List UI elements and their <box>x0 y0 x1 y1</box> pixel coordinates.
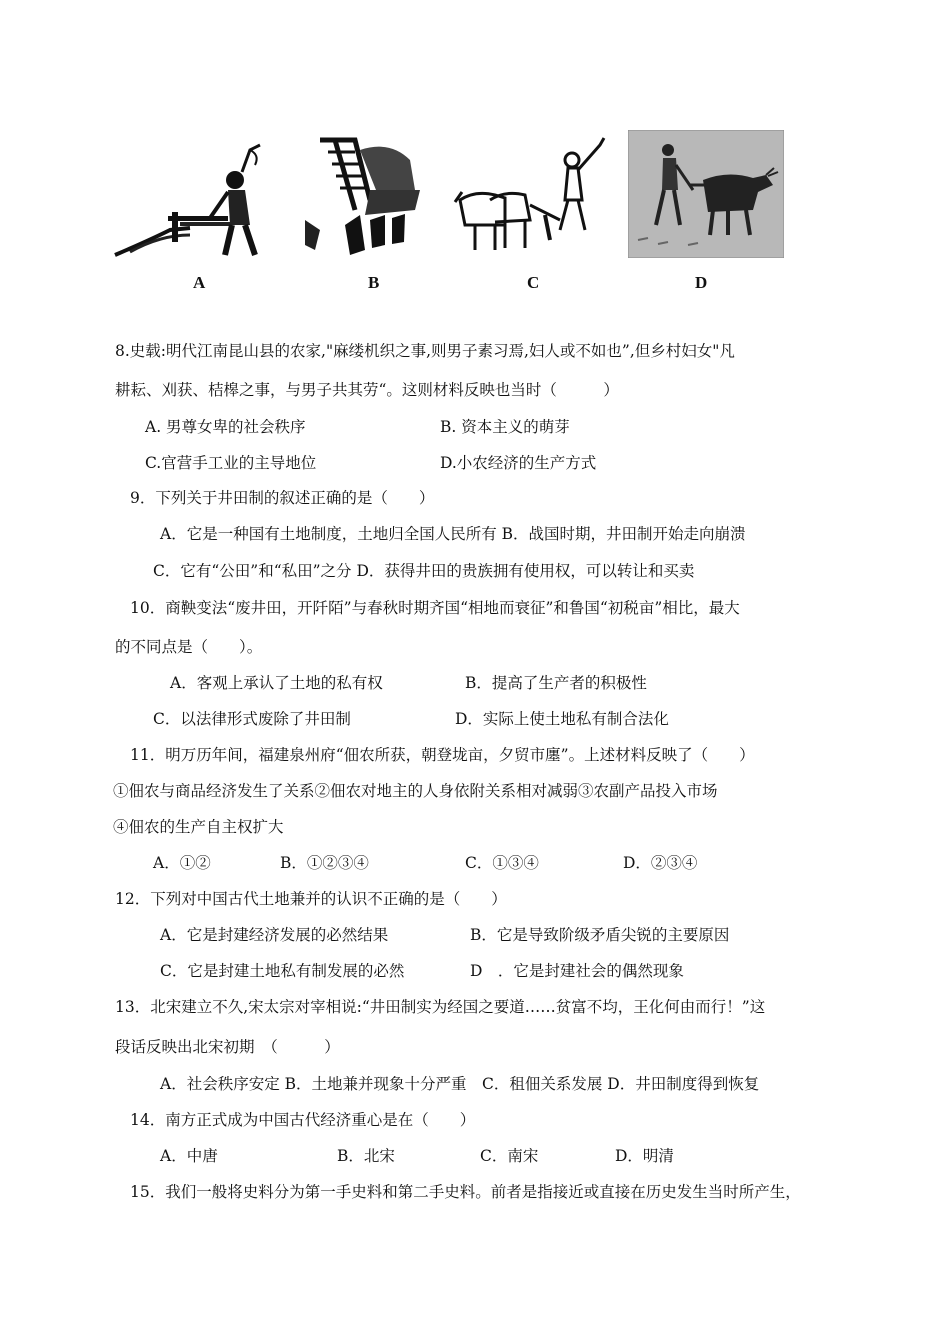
q14-stem: 14．南方正式成为中国古代经济重心是在（ ） <box>130 1111 476 1129</box>
q13-stem-line2: 段话反映出北宋初期 （ ） <box>115 1038 340 1056</box>
q8-option-a: A. 男尊女卑的社会秩序 <box>145 418 306 436</box>
q8-option-d: D.小农经济的生产方式 <box>440 454 597 472</box>
q13-options: A．社会秩序安定 B．土地兼并现象十分严重 C．租佃关系发展 D．井田制度得到恢复 <box>160 1075 760 1093</box>
q11-option-d: D．②③④ <box>623 854 698 872</box>
q10-option-a: A．客观上承认了土地的私有权 <box>170 674 383 692</box>
q11-option-a: A．①② <box>153 854 211 872</box>
figure-b-plough-image <box>300 130 430 260</box>
q12-option-c: C．它是封建土地私有制发展的必然 <box>160 962 405 980</box>
q15-stem-line1: 15．我们一般将史料分为第一手史料和第二手史料。前者是指接近或直接在历史发生当时所产生， <box>130 1183 801 1201</box>
q8-stem-line2: 耕耘、刈获、桔槔之事，与男子共其劳“。这则材料反映也当时（ ） <box>115 381 619 399</box>
q11-option-b: B．①②③④ <box>280 854 369 872</box>
plough-figures <box>110 130 800 300</box>
q10-option-d: D．实际上使土地私有制合法化 <box>455 710 669 728</box>
q8-stem-line1: 8.史载:明代江南昆山县的农家,"麻缕机织之事,则男子素习焉,妇人或不如也”,但乡村妇女"凡 <box>115 342 735 360</box>
q14-option-b: B．北宋 <box>337 1147 395 1165</box>
q13-stem-line1: 13．北宋建立不久,宋太宗对宰相说:“井田制实为经国之要道……贫富不均，王化何由而行！”这 <box>115 998 766 1016</box>
q11-option-c: C．①③④ <box>465 854 539 872</box>
figure-a-label: A <box>193 273 206 292</box>
q12-stem: 12．下列对中国古代土地兼并的认识不正确的是（ ） <box>115 890 507 908</box>
q10-option-b: B．提高了生产者的积极性 <box>465 674 647 692</box>
figure-a-plough-image <box>110 130 280 260</box>
q9-stem: 9．下列关于井田制的叙述正确的是（ ） <box>130 489 435 507</box>
q9-options-cd: C．它有“公田”和“私田”之分 D．获得井田的贵族拥有使用权，可以转让和买卖 <box>153 562 695 580</box>
q14-option-a: A．中唐 <box>160 1147 218 1165</box>
q8-option-c: C.官营手工业的主导地位 <box>145 454 317 472</box>
q10-stem-line1: 10．商鞅变法“废井田，开阡陌”与春秋时期齐国“相地而衰征”和鲁国“初税亩”相比，最大 <box>130 599 740 617</box>
q14-option-c: C．南宋 <box>480 1147 539 1165</box>
q12-option-d: D ．它是封建社会的偶然现象 <box>470 962 684 980</box>
q9-options-ab: A．它是一种国有土地制度，土地归全国人民所有 B．战国时期，井田制开始走向崩溃 <box>160 525 746 543</box>
figure-c-plough-image <box>450 130 610 260</box>
q11-item-line2: ④佃农的生产自主权扩大 <box>113 818 284 836</box>
q12-option-a: A．它是封建经济发展的必然结果 <box>160 926 389 944</box>
q11-item-line1: ①佃农与商品经济发生了关系②佃农对地主的人身依附关系相对减弱③农副产品投入市场 <box>113 782 718 800</box>
figure-d-plough-image <box>628 130 784 258</box>
q11-stem: 11．明万历年间，福建泉州府“佃农所获，朝登垅亩，夕贸市廛”。上述材料反映了（ ） <box>130 746 755 764</box>
q10-option-c: C．以法律形式废除了井田制 <box>153 710 351 728</box>
q10-stem-line2: 的不同点是（ ）。 <box>115 638 263 656</box>
q14-option-d: D．明清 <box>615 1147 674 1165</box>
figure-c-label: C <box>527 273 540 292</box>
figure-b-label: B <box>368 273 380 292</box>
q12-option-b: B．它是导致阶级矛盾尖锐的主要原因 <box>470 926 730 944</box>
q8-option-b: B. 资本主义的萌芽 <box>440 418 570 436</box>
figure-d-label: D <box>695 273 708 292</box>
